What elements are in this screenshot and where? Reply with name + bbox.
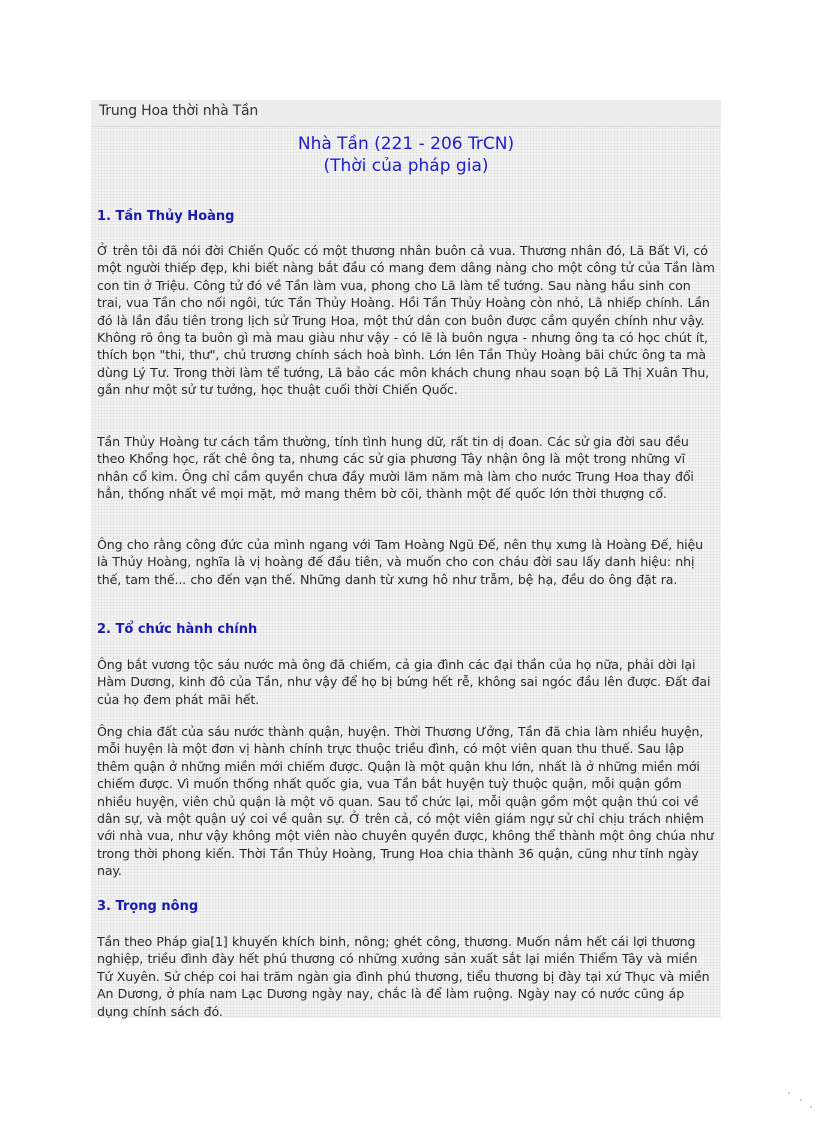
decor-dot (800, 1099, 802, 1101)
decor-dot (810, 1106, 812, 1108)
paragraph-2-1: Ông bắt vương tộc sáu nước mà ông đã chiếm, cả gia đình các đại thần của họ nữa, phải dời lại Hàm Dương, kinh đô của Tần, như vậy để họ bị bứng hết rễ, không sai ngóc đầu lên được. Đất đai của họ đem phát mãi hết. (97, 657, 711, 707)
paragraph-1-3: Ông cho rằng công đức của mình ngang với Tam Hoàng Ngũ Đế, nên thụ xưng là Hoàng Đế, hiệu là Thủy Hoàng, nghĩa là vị hoàng đế đầu tiên, và muốn cho con cháu đời sau lấy danh hiệu: nhị thế, tam thế... cho đến vạn thế. Những danh từ xưng hô như trẫm, bệ hạ, đều do ông đặt ra. (97, 537, 703, 587)
section-heading-1: 1. Tần Thủy Hoàng (97, 209, 235, 224)
paragraph-2-2: Ông chia đất của sáu nước thành quận, huyện. Thời Thương Ưởng, Tần đã chia làm nhiều huyện, mỗi huyện là một đơn vị hành chính trực thuộc triều đình, có một viên quan thu thuế. Sau lập thêm quận ở những miền mới chiếm được. Quận là một quận khu lớn, nhất là ở những miền mới chiếm được. Vì muốn thống nhất quốc gia, vua Tần bắt huyện tuỳ thuộc quận, mỗi quận gồm nhiều huyện, viên chủ quận là một võ quan. Sau tổ chức lại, mỗi quận gồm một quận thú coi về dân sự, và một quận uý coi về quân sự. Ở trên cả, có một viên giám ngự sử chỉ chịu trách nhiệm với nhà vua, như vậy không một viên nào chuyên quyền được, không thể thành một ông chúa như trong thời phong kiến. Thời Tần Thủy Hoàng, Trung Hoa chia thành 36 quận, cũng như tỉnh ngày nay. (97, 724, 714, 879)
paragraph-3-1: Tần theo Pháp gia[1] khuyến khích binh, nông; ghét công, thương. Muốn nắm hết cái lợi thương nghiệp, triều đình đày hết phú thương có những xưởng sản xuất sắt lại miền Thiểm Tây và miền Tứ Xuyên. Sử chép coi hai trăm ngàn gia đình phú thương, tiểu thương bị đày tại xứ Thục và miền An Dương, ở phía nam Lạc Dương ngày nay, chắc là để làm ruộng. Ngày nay có nước cũng áp dụng chính sách đó. (97, 934, 710, 1019)
page-title: Trung Hoa thời nhà Tần (99, 103, 259, 119)
article-title: Nhà Tần (221 - 206 TrCN) (297, 134, 515, 154)
decor-dot (788, 1092, 790, 1094)
section-heading-2: 2. Tổ chức hành chính (97, 622, 258, 637)
section-heading-3: 3. Trọng nông (97, 899, 199, 914)
paragraph-1-1: Ở trên tôi đã nói đời Chiến Quốc có một thương nhân buôn cả vua. Thương nhân đó, Lã Bất Vi, có một người thiếp đẹp, khi biết nàng bắt đầu có mang đem dâng nàng cho một công tử của Tần làm con tin ở Triệu. Công tử đó về Tần làm vua, phong cho Lã làm tể tướng. Sau nàng hầu sinh con trai, vua Tần cho nối ngôi, tức Tần Thủy Hoàng. Hồi Tần Thủy Hoàng còn nhỏ, Lã nhiếp chính. Lần đó là lần đầu tiên trong lịch sử Trung Hoa, một thứ dân con buôn được cầm quyền chính như vậy. Không rõ ông ta buôn gì mà mau giàu như vậy - có lẽ là buôn ngựa - nhưng ông ta có học chút ít, thích bọn "thi, thư", chủ trương chính sách hoà bình. Lớn lên Tần Thủy Hoàng bãi chức ông ta mà dùng Lý Tư. Trong thời làm tể tướng, Lã bảo các môn khách chung nhau soạn bộ Lã Thị Xuân Thu, gần như một sử tư tưởng, học thuật cuối thời Chiến Quốc. (97, 243, 715, 398)
article-subtitle: (Thời của pháp gia) (323, 156, 489, 176)
paragraph-1-2: Tần Thủy Hoàng tư cách tầm thường, tính tình hung dữ, rất tin dị đoan. Các sử gia đời sau đều theo Khổng học, rất chê ông ta, nhưng các sử gia phương Tây nhận ông là một trong những vĩ nhân cổ kim. Ông chỉ cầm quyền chưa đầy mười lăm năm mà làm cho nước Trung Hoa thay đổi hẳn, thống nhất về mọi mặt, mở mang thêm bờ cõi, thành một đế quốc lớn thời thượng cổ. (97, 434, 694, 502)
